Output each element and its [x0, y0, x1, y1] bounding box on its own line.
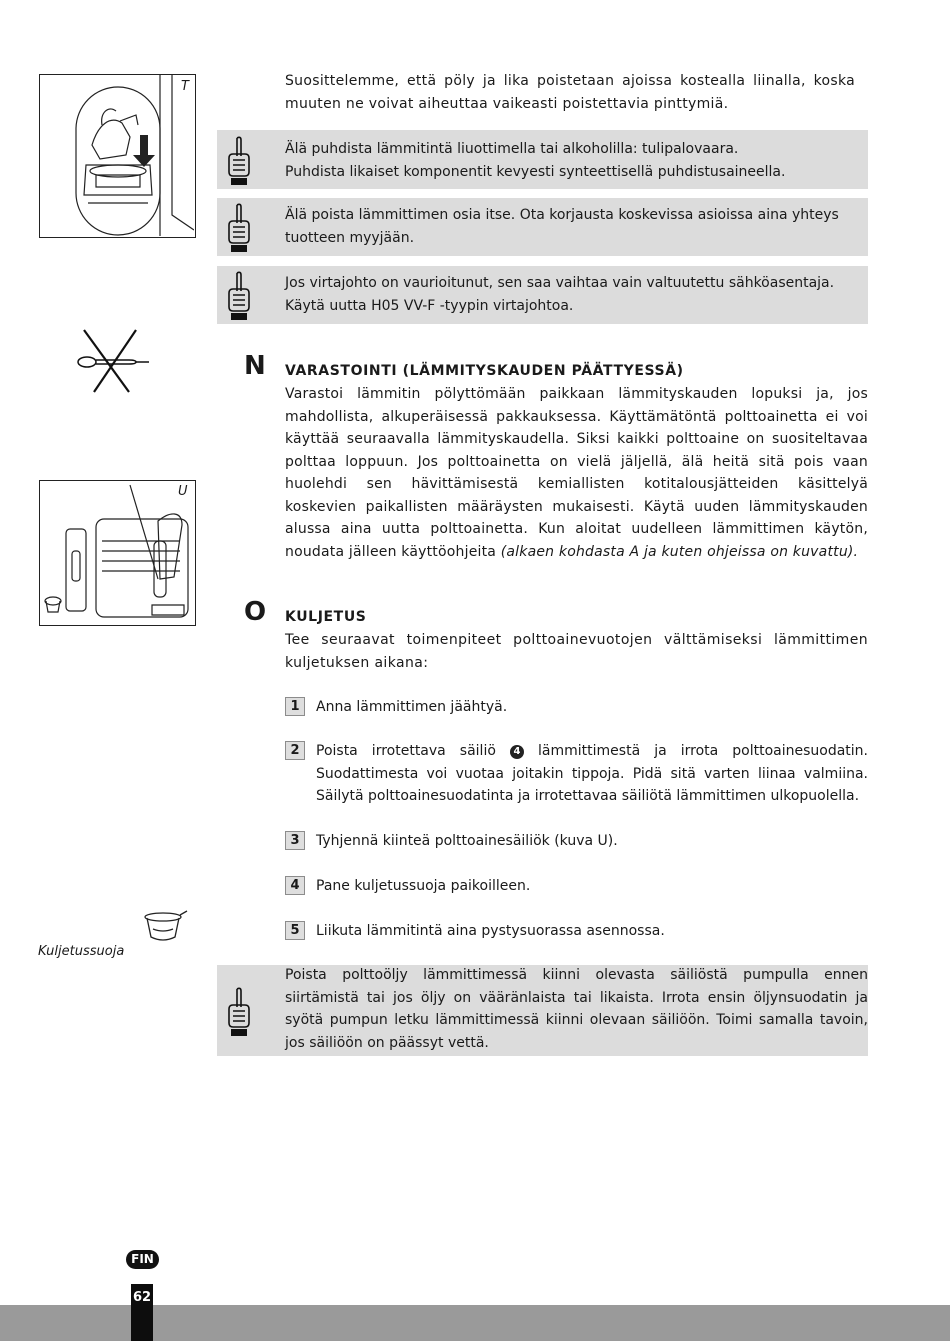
pointing-hand-icon: [225, 987, 253, 1037]
warning-box-1: [217, 130, 868, 189]
section-n-body-text: Varastoi lämmitin pölyttömään paikkaan lämmityskauden lopuksi ja, jos mahdollista, alkuperäisessä pakkauksessa. Käyttämätöntä polttoainetta ei voi käyttää seuraavalla lämmityskaudella. Siksi kaikki polttoaine on suositeltavaa polttaa loppuun. Jos polttoainetta on vielä jäljellä, älä heitä sitä pois vaan huolehdi sen hävittämisestä kemiallisten kotitalousjätteiden käsittelyä koskevien paikallisten määräysten mukaisesti. Käytä uuden lämmityskauden alussa aina uutta polttoainetta. Kun aloitat uudelleen lämmittimen käytön, noudata jälleen käyttöohjeita: [285, 386, 868, 560]
warning-1-line-1: Älä puhdista lämmitintä liuottimella tai alkoholilla: tulipalovaara.: [285, 141, 739, 157]
heater-cleaning-illustration: [40, 75, 194, 236]
warning-1-line-2: Puhdista likaiset komponentit kevyesti synteettisellä puhdistusaineella.: [285, 163, 786, 180]
no-screwdriver-icon: [74, 326, 154, 396]
step-4-text: Pane kuljetussuoja paikoilleen.: [316, 878, 531, 894]
tank-4-badge: 4: [510, 745, 524, 759]
warning-box-final: [217, 965, 868, 1056]
pointing-hand-icon: [225, 203, 253, 253]
section-n-heading: VARASTOINTI (LÄMMITYSKAUDEN PÄÄTTYESSÄ): [285, 363, 684, 379]
figure-u-label: U: [178, 484, 188, 499]
pointing-hand-icon: [225, 271, 253, 321]
section-o-heading: KULJETUS: [285, 609, 367, 625]
figure-t: [39, 74, 196, 238]
figure-t-label: T: [181, 79, 189, 94]
figure-u: [39, 480, 196, 626]
step-2-text-pre: Poista irrotettava säiliö: [316, 743, 496, 759]
section-o-letter: O: [244, 597, 267, 627]
step-3-text: Tyhjennä kiinteä polttoainesäiliök (kuva U).: [316, 833, 618, 849]
step-2-number: 2: [285, 741, 305, 760]
step-2-text: [316, 740, 868, 808]
step-3-number: 3: [285, 831, 305, 850]
step-1-text: Anna lämmittimen jäähtyä.: [316, 699, 508, 715]
warning-2-line-1: Älä poista lämmittimen osia itse. Ota korjausta koskevissa asioissa aina yhteys: [285, 207, 839, 223]
step-5-number: 5: [285, 921, 305, 940]
warning-3-line-1: Jos virtajohto on vaurioitunut, sen saa vaihtaa vain valtuutettu sähköasentaja.: [285, 275, 835, 291]
final-warning-text: Poista polttoöljy lämmittimessä kiinni olevasta säiliöstä pumpulla ennen siirtämistä tai jos öljy on vääränlaista tai likaista. Irrota ensin öljynsuodatin ja syötä pumpun letku lämmittimessä kiinni olevaan säiliöön. Toimi samalla tavoin, jos säiliöön on päässyt vettä.: [285, 967, 868, 1051]
section-o-intro: Tee seuraavat toimenpiteet polttoainevuotojen välttämiseksi lämmittimen kuljetuksen aikana:: [285, 632, 868, 671]
warning-3-line-2: Käytä uutta H05 VV-F -tyypin virtajohtoa.: [285, 297, 574, 314]
step-4-number: 4: [285, 876, 305, 895]
section-n-body-italic: (alkaen kohdasta A ja kuten ohjeissa on kuvattu).: [500, 543, 859, 560]
warning-box-3: [217, 266, 868, 324]
page-number: 62: [132, 1290, 152, 1305]
step-1-number: 1: [285, 697, 305, 716]
transport-cap-caption: Kuljetussuoja: [38, 944, 125, 959]
section-n-letter: N: [244, 351, 266, 381]
heater-pump-illustration: [40, 481, 194, 624]
transport-cap-icon: [140, 907, 190, 947]
step-5-text: Liikuta lämmitintä aina pystysuorassa asennossa.: [316, 923, 665, 939]
language-badge: FIN: [126, 1250, 159, 1269]
step-2-text-post: lämmittimestä ja irrota polttoainesuodatin. Suodattimesta voi vuotaa joitakin tippoja. Pidä sitä varten liinaa valmiina. Säilytä polttoainesuodatinta ja irrotettavaa säiliötä lämmittimen ulkopuolella.: [316, 743, 869, 804]
warning-2-line-2: tuotteen myyjään.: [285, 229, 415, 246]
pointing-hand-icon: [225, 136, 253, 186]
warning-box-2: [217, 198, 868, 256]
section-n-body: [285, 383, 868, 563]
intro-paragraph: Suosittelemme, että pöly ja lika poistetaan ajoissa kostealla liinalla, koska muuten ne voivat aiheuttaa vaikeasti poistettavia pinttymiä.: [285, 73, 855, 112]
